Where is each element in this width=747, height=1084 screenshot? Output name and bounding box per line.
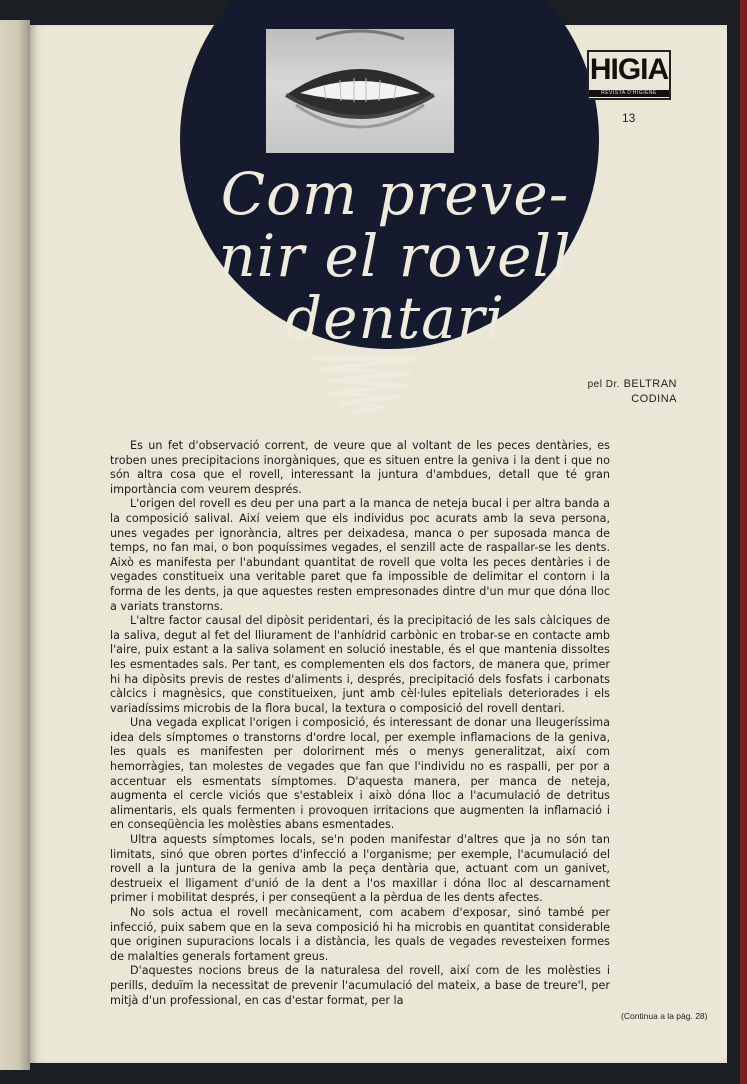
byline-name-1: BELTRAN bbox=[623, 378, 677, 390]
byline-name-2: CODINA bbox=[631, 393, 677, 405]
byline bbox=[550, 377, 677, 406]
zigzag-flourish bbox=[312, 353, 422, 415]
book-cover-edge bbox=[740, 0, 747, 1084]
paragraph: D'aquestes nocions breus de la naturalesa del rovell, així com de les molèsties i perills, deduïm la necessitat de prevenir l'acumulació del mateix, a base de treure'l, per mitjà d'un professional, en cas d'estar format, per la bbox=[110, 964, 610, 1007]
title-line-2: nir el rovell bbox=[218, 222, 572, 290]
paragraph: L'origen del rovell es deu per una part a la manca de neteja bucal i per altra banda a la composició salival. Així veiem que els individus poc acurats amb la seva persona, unes vegades per ignorància, altres per deixadesa, manca o per suposada manca de temps, no fan mai, o bon poquíssimes vegades, el senzill acte de raspallar-se les dents. Això es manifesta per l'abundant quantitat de rovell que volta les peces dentàries i de vegades constitueix una veritable paret que fa impossible de delimitar el contorn i la forma de les dents, ja que aquestes resten empresonades dintre d'un mur que dóna lloc a variats transtorns. bbox=[110, 497, 610, 613]
mouth-photo bbox=[266, 29, 454, 153]
byline-prefix: pel Dr. bbox=[587, 379, 621, 390]
page-number: 13 bbox=[622, 111, 636, 125]
continuation-note: (Continua a la pàg. 28) bbox=[621, 1011, 708, 1021]
book-spine-edge bbox=[0, 20, 30, 1070]
title-line-1: Com preve- bbox=[220, 160, 570, 228]
magazine-logo bbox=[587, 50, 671, 100]
logo-subtitle: REVISTA D'HIGIENE bbox=[589, 90, 669, 97]
article-title bbox=[185, 160, 605, 352]
paragraph: L'altre factor causal del dipòsit peridentari, és la precipitació de les sals càlciques de la saliva, degut al fet del lliurament de l'anhídrid carbònic en trobar-se en contacte amb l'aire, puix estant a la saliva solament en solució inestable, és el que mantenia dissoltes les esmentades sals. Per tant, es complementen els dos factors, de manera que, primer hi ha dipòsits previs de restes d'aliments i, després, precipitació dels fosfats i carbonats càlcics i magnèsics, que constitueixen, junt amb cèl·lules epitelials deteriorades i els variadíssims microbis de la flora bucal, la textura o composició del rovell dentari. bbox=[110, 614, 610, 715]
paragraph: Una vegada explicat l'origen i composició, és interessant de donar una lleugeríssima idea dels símptomes o transtorns d'ordre local, per exemple inflamacions de la geniva, les quals es manifesten per dolorirnent més o menys generalitzat, així com hemorràgies, tan molestes de vegades que fan que l'individu no es raspalli, per por a accentuar els esmentats símptomes. D'aquesta manera, per manca de neteja, augmenta el cercle viciós que s'estableix i això dóna lloc a l'acumulació de detritus alimentaris, els quals fermenten i provoquen irritacions que augmenten la inflamació i en conseqüència les molèsties abans esmentades. bbox=[110, 716, 610, 832]
paragraph: Ultra aquests símptomes locals, se'n poden manifestar d'altres que ja no són tan limitats, sinó que obren portes d'infecció a l'organisme; per exemple, l'acumulació del rovell a la juntura de la geniva amb la peça dentària que, actuant com un ganivet, destrueix el lligament d'unió de la dent a l'os maxillar i dóna lloc al descarnament primer i mobilitat després, i per conseqüent a la pèrdua de les dents afectes. bbox=[110, 833, 610, 905]
title-line-3: dentari bbox=[285, 284, 505, 352]
magazine-page bbox=[30, 25, 727, 1063]
smiling-mouth-image bbox=[266, 29, 454, 153]
article-body bbox=[110, 439, 610, 1025]
paragraph: No sols actua el rovell mecànicament, com acabem d'exposar, sinó també per infecció, puix sabem que en la seva composició hi ha microbis en quantitat considerable que originen supuracions locals i a distància, les quals de vegades revesteixen formes de malalties generals fortament greus. bbox=[110, 906, 610, 963]
paragraph: Es un fet d'observació corrent, de veure que al voltant de les peces dentàries, es troben unes precipitacions inorgàniques, que es situen entre la geniva i la dent i que no són altra cosa que el rovell, interessant la juntura d'ambdues, detall que té gran importància com veurem després. bbox=[110, 439, 610, 496]
logo-word: HIGIA bbox=[589, 53, 669, 86]
